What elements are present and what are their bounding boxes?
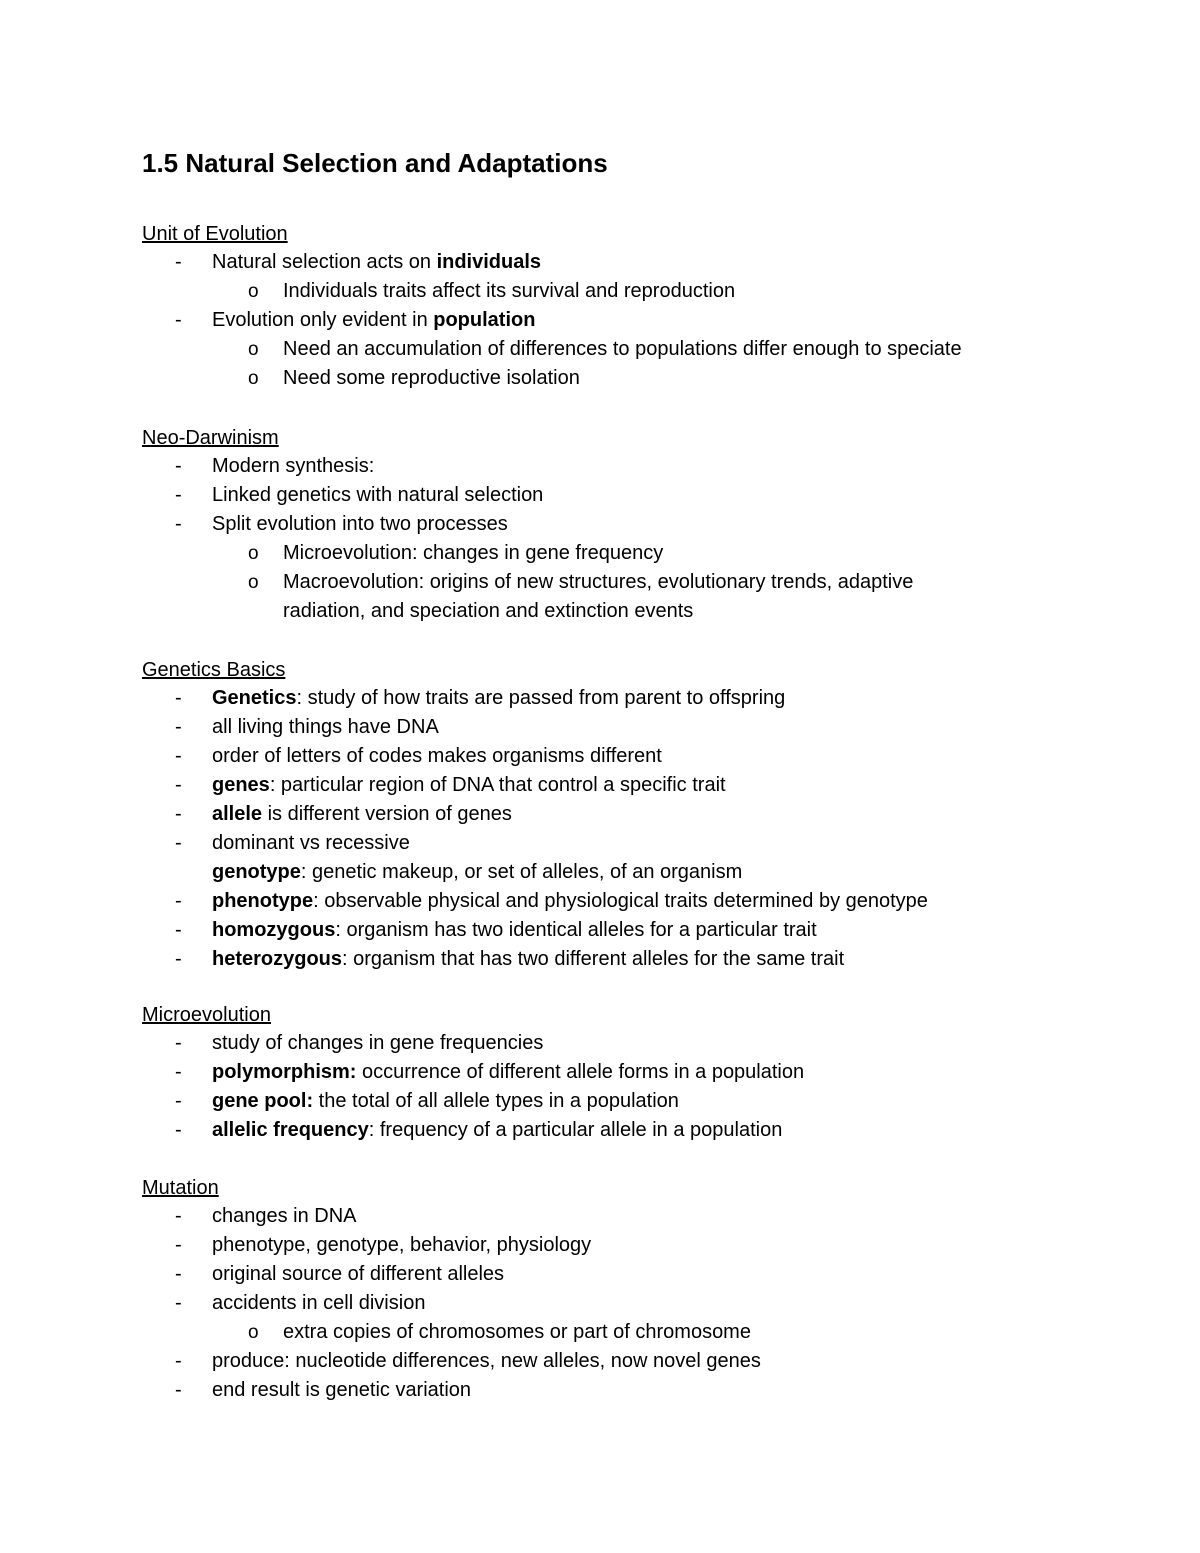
key-term: polymorphism:: [212, 1061, 357, 1083]
list-item: - accidents in cell division: [142, 1289, 1142, 1318]
list-item: - heterozygous: organism that has two different alleles for the same trait: [142, 945, 1142, 974]
section-heading: Neo-Darwinism: [142, 427, 279, 449]
section-heading: Microevolution: [142, 1004, 271, 1026]
dash-bullet: -: [175, 745, 182, 767]
circle-bullet: o: [248, 1322, 259, 1343]
list-item: - polymorphism: occurrence of different allele forms in a population: [142, 1058, 1142, 1087]
list-item: - changes in DNA: [142, 1202, 1142, 1231]
dash-bullet: -: [175, 1032, 182, 1054]
list-item: - end result is genetic variation: [142, 1376, 1142, 1405]
dash-bullet: -: [175, 1350, 182, 1372]
circle-bullet: o: [248, 543, 259, 564]
dash-bullet: -: [175, 484, 182, 506]
dash-bullet: -: [175, 1263, 182, 1285]
list-item: - Natural selection acts on individuals: [142, 248, 1142, 277]
sub-list-item: o Need an accumulation of differences to populations differ enough to speciate: [142, 335, 1142, 364]
dash-bullet: -: [175, 1205, 182, 1227]
list-item: - Linked genetics with natural selection: [142, 481, 1142, 510]
dash-bullet: -: [175, 919, 182, 941]
dash-bullet: -: [175, 1379, 182, 1401]
dash-bullet: -: [175, 1090, 182, 1112]
key-term: phenotype: [212, 890, 314, 912]
sub-list-item: o Macroevolution: origins of new structures, evolutionary trends, adaptive: [142, 568, 1142, 597]
dash-bullet: -: [175, 948, 182, 970]
sub-list-item-continuation: radiation, and speciation and extinction events: [283, 600, 694, 622]
list-item: - phenotype, genotype, behavior, physiology: [142, 1231, 1142, 1260]
circle-bullet: o: [248, 281, 259, 302]
sub-list-item: o Need some reproductive isolation: [142, 364, 1142, 393]
circle-bullet: o: [248, 368, 259, 389]
list-item: - Evolution only evident in population: [142, 306, 1142, 335]
list-item: - allele is different version of genes: [142, 800, 1142, 829]
dash-bullet: -: [175, 1234, 182, 1256]
list-item: - Modern synthesis:: [142, 452, 1142, 481]
dash-bullet: -: [175, 1061, 182, 1083]
circle-bullet: o: [248, 339, 259, 360]
dash-bullet: -: [175, 1119, 182, 1141]
list-item: - genes: particular region of DNA that control a specific trait: [142, 771, 1142, 800]
section-microevolution: [142, 1001, 1142, 1145]
section-neo-darwinism: [142, 424, 1142, 626]
section-heading: Mutation: [142, 1177, 219, 1199]
dash-bullet: -: [175, 716, 182, 738]
key-term: allele: [212, 803, 263, 825]
dash-bullet: -: [175, 832, 182, 854]
key-term: gene pool:: [212, 1090, 314, 1112]
sub-list-item: o Microevolution: changes in gene frequency: [142, 539, 1142, 568]
key-term: genes: [212, 774, 270, 796]
list-item: - Genetics: study of how traits are passed from parent to offspring: [142, 684, 1142, 713]
list-item: - allelic frequency: frequency of a particular allele in a population: [142, 1116, 1142, 1145]
dash-bullet: -: [175, 890, 182, 912]
page-title: 1.5 Natural Selection and Adaptations: [142, 148, 608, 178]
list-item: - homozygous: organism has two identical alleles for a particular trait: [142, 916, 1142, 945]
dash-bullet: -: [175, 513, 182, 535]
dash-bullet: -: [175, 309, 182, 331]
key-term: allelic frequency: [212, 1119, 369, 1141]
list-item: - Split evolution into two processes: [142, 510, 1142, 539]
list-item: - study of changes in gene frequencies: [142, 1029, 1142, 1058]
list-item: - original source of different alleles: [142, 1260, 1142, 1289]
dash-bullet: -: [175, 1292, 182, 1314]
section-heading: Unit of Evolution: [142, 223, 288, 245]
list-item: - all living things have DNA: [142, 713, 1142, 742]
list-item-unbulleted: genotype: genetic makeup, or set of alleles, of an organism: [212, 861, 743, 883]
dash-bullet: -: [175, 803, 182, 825]
list-item: - produce: nucleotide differences, new alleles, now novel genes: [142, 1347, 1142, 1376]
section-genetics-basics: [142, 656, 1142, 974]
sub-list-item: o Individuals traits affect its survival and reproduction: [142, 277, 1142, 306]
key-term: heterozygous: [212, 948, 343, 970]
section-unit-of-evolution: [142, 220, 1142, 393]
list-item: - phenotype: observable physical and physiological traits determined by genotype: [142, 887, 1142, 916]
list-item: - order of letters of codes makes organisms different: [142, 742, 1142, 771]
sub-list-item: o extra copies of chromosomes or part of chromosome: [142, 1318, 1142, 1347]
circle-bullet: o: [248, 572, 259, 593]
section-mutation: [142, 1174, 1142, 1405]
list-item: - dominant vs recessive: [142, 829, 1142, 858]
key-term: individuals: [436, 251, 542, 273]
key-term: population: [433, 309, 536, 331]
key-term: Genetics: [212, 687, 297, 709]
dash-bullet: -: [175, 687, 182, 709]
list-item: - gene pool: the total of all allele types in a population: [142, 1087, 1142, 1116]
section-heading: Genetics Basics: [142, 659, 286, 681]
key-term: homozygous: [212, 919, 336, 941]
dash-bullet: -: [175, 251, 182, 273]
dash-bullet: -: [175, 455, 182, 477]
dash-bullet: -: [175, 774, 182, 796]
key-term: genotype: [212, 861, 301, 883]
